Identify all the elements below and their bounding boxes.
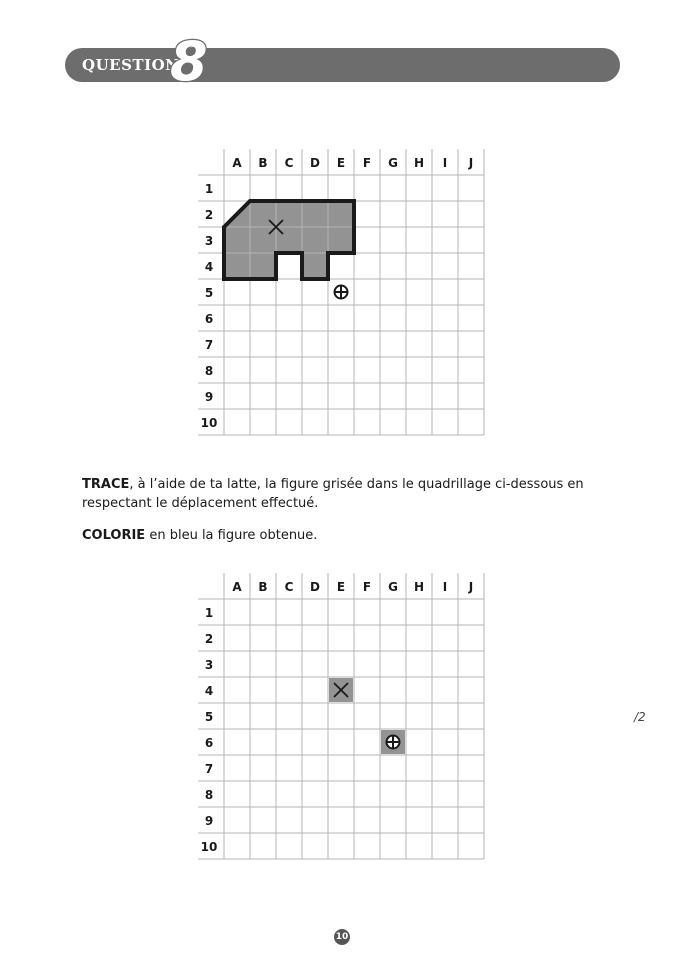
- answer-row-header-7: 7: [204, 762, 214, 776]
- source-row-header-1: 1: [204, 182, 214, 196]
- page-number: 10: [334, 929, 350, 945]
- source-row-header-7: 7: [204, 338, 214, 352]
- source-grid: [198, 149, 484, 435]
- answer-row-header-2: 2: [204, 632, 214, 646]
- answer-row-header-8: 8: [204, 788, 214, 802]
- answer-row-header-5: 5: [204, 710, 214, 724]
- answer-col-header-D: D: [310, 580, 320, 594]
- gray-figure-fill: [224, 201, 354, 279]
- source-col-header-I: I: [442, 156, 448, 170]
- source-col-header-E: E: [336, 156, 346, 170]
- source-row-header-2: 2: [204, 208, 214, 222]
- question-number: 8: [170, 30, 208, 93]
- answer-target-mark-icon: [387, 736, 400, 749]
- trace-text: , à l’aide de ta latte, la figure grisée dans le quadrillage ci-dessous en respectant le déplacement effectué.: [82, 477, 584, 511]
- color-text: en bleu la figure obtenue.: [145, 528, 318, 543]
- question-label: QUESTION: [82, 56, 180, 74]
- instruction-color: [82, 526, 622, 545]
- source-row-header-4: 4: [204, 260, 214, 274]
- target-mark-icon: [335, 286, 348, 299]
- answer-col-header-J: J: [468, 580, 474, 594]
- answer-row-header-10: 10: [200, 840, 218, 854]
- source-col-header-F: F: [362, 156, 372, 170]
- source-col-header-J: J: [468, 156, 474, 170]
- source-row-header-3: 3: [204, 234, 214, 248]
- source-col-header-A: A: [232, 156, 242, 170]
- source-col-header-G: G: [388, 156, 398, 170]
- answer-row-header-4: 4: [204, 684, 214, 698]
- score-label: /2: [634, 710, 646, 724]
- source-row-header-5: 5: [204, 286, 214, 300]
- answer-col-header-F: F: [362, 580, 372, 594]
- source-figure-layer: [224, 201, 354, 279]
- trace-keyword: TRACE: [82, 477, 130, 492]
- answer-col-header-B: B: [258, 580, 268, 594]
- answer-row-header-3: 3: [204, 658, 214, 672]
- answer-col-header-C: C: [284, 580, 294, 594]
- source-col-header-H: H: [413, 156, 425, 170]
- answer-row-header-9: 9: [204, 814, 214, 828]
- answer-grid[interactable]: [198, 573, 484, 859]
- answer-row-header-6: 6: [204, 736, 214, 750]
- source-row-header-9: 9: [204, 390, 214, 404]
- answer-col-header-G: G: [388, 580, 398, 594]
- source-row-header-10: 10: [200, 416, 218, 430]
- source-row-header-6: 6: [204, 312, 214, 326]
- source-col-header-C: C: [284, 156, 294, 170]
- answer-row-header-1: 1: [204, 606, 214, 620]
- color-keyword: COLORIE: [82, 528, 146, 543]
- source-col-header-D: D: [310, 156, 320, 170]
- answer-grid-lines: [198, 573, 484, 859]
- answer-col-header-H: H: [413, 580, 425, 594]
- answer-col-header-I: I: [442, 580, 448, 594]
- instruction-trace: [82, 475, 622, 513]
- source-row-header-8: 8: [204, 364, 214, 378]
- answer-col-header-A: A: [232, 580, 242, 594]
- answer-col-header-E: E: [336, 580, 346, 594]
- source-col-header-B: B: [258, 156, 268, 170]
